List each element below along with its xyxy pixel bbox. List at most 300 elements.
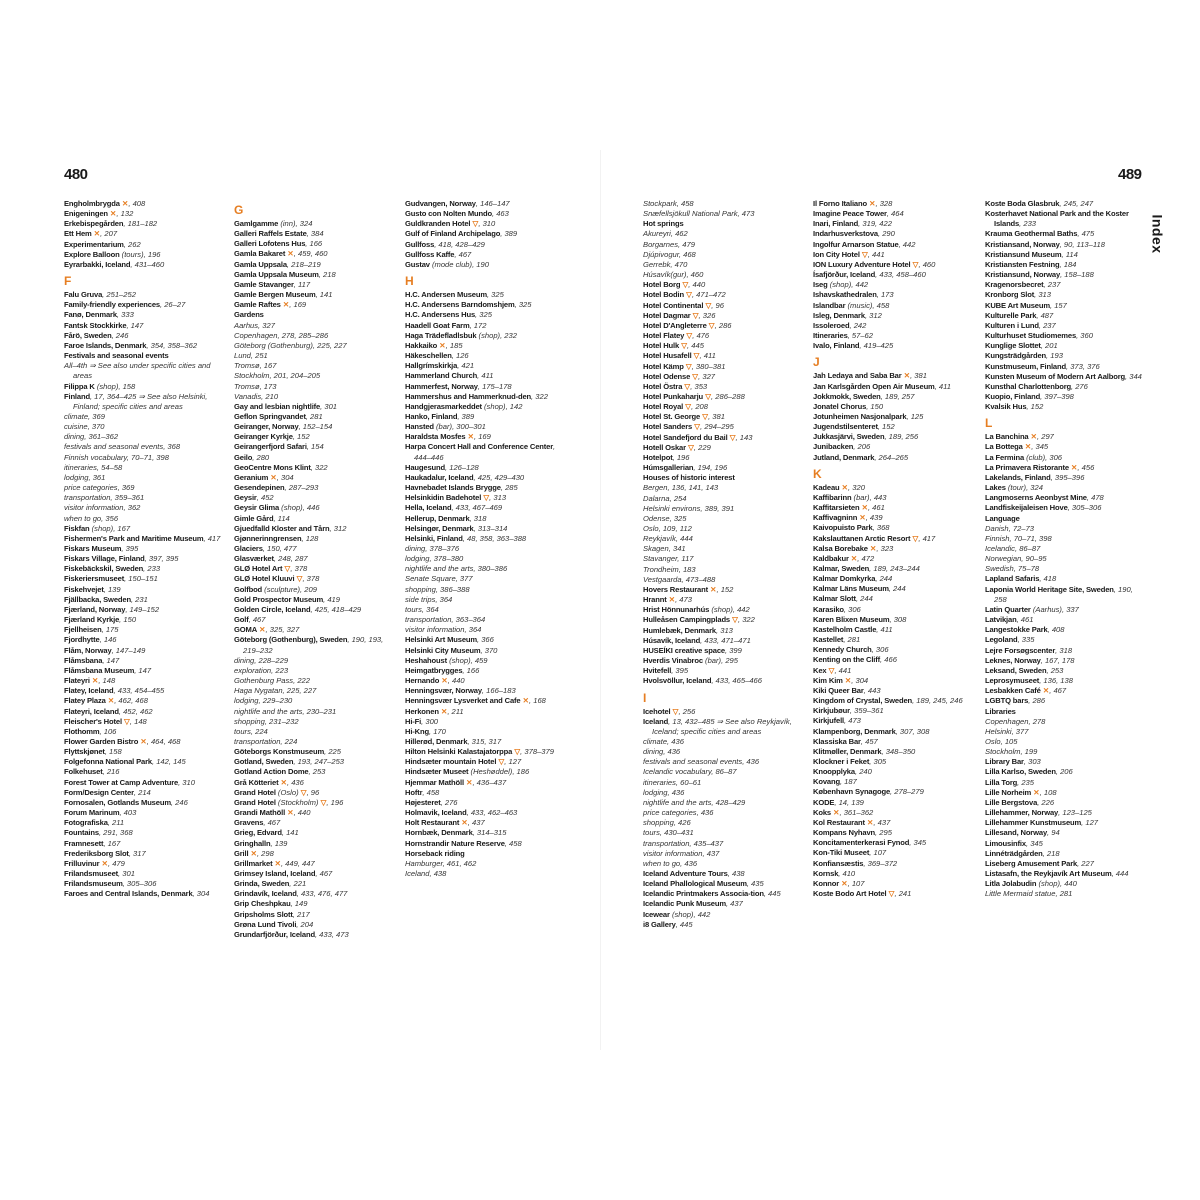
index-entry — [643, 595, 801, 605]
entry-term: Jonatel Chorus — [813, 401, 867, 411]
index-entry — [643, 473, 801, 483]
entry-pages: , 90, 113–118 — [1059, 239, 1105, 249]
index-entry — [813, 301, 971, 311]
hotel-icon: ▽ — [688, 442, 694, 452]
entry-pages: , 242 — [849, 320, 867, 330]
entry-pages: , 244 — [888, 584, 906, 594]
entry-pages: , 154 — [306, 442, 324, 452]
entry-term: Geiranger, Norway — [234, 422, 299, 432]
index-entry — [643, 798, 801, 808]
entry-term: Grindavík, Iceland — [234, 889, 297, 899]
entry-pages: , 440 — [293, 808, 311, 818]
index-subentry: Tromsø, 173 — [234, 381, 277, 391]
entry-term: Henningsvær, Norway — [405, 686, 482, 696]
entry-pages: , 126 — [451, 351, 469, 361]
index-entry — [985, 676, 1143, 686]
entry-pages: , 143 — [735, 432, 753, 442]
left-page-number: 480 — [64, 166, 88, 183]
entry-pages: , 14, 139 — [834, 797, 864, 807]
restaurant-icon: ✕ — [280, 777, 287, 787]
entry-pages: , 361–362 — [839, 807, 874, 817]
index-entry — [64, 656, 222, 666]
entry-pages: , 117 — [293, 279, 311, 289]
entry-pages: , 123–125 — [1058, 808, 1092, 818]
entry-term: Iceland Phallological Museum — [643, 879, 747, 889]
index-entry — [813, 777, 971, 787]
entry-pages: , 325 — [475, 310, 492, 320]
index-subentry: Iceland, 438 — [405, 869, 447, 878]
entry-pages: , 320 — [848, 482, 865, 492]
entry-qualifier: (bar) — [851, 492, 870, 502]
entry-term: Kungsträdgården — [985, 351, 1047, 361]
entry-term: Jutland, Denmark — [813, 452, 875, 462]
entry-pages: , 221 — [289, 879, 307, 889]
index-entry — [234, 300, 392, 310]
index-entry — [405, 524, 563, 534]
entry-pages: , 190 — [472, 259, 489, 269]
index-subentry: Copenhagen, 278, 285–286 — [234, 330, 329, 340]
hotel-icon: ▽ — [320, 797, 327, 807]
index-entry — [643, 270, 801, 280]
entry-qualifier: (shop) — [446, 655, 471, 665]
index-entry — [64, 199, 222, 209]
entry-term: Helsingør, Denmark — [405, 523, 474, 533]
hotel-icon: ▽ — [705, 391, 712, 401]
index-entry — [985, 615, 1143, 625]
entry-term: Fishermen's Park and Maritime Museum — [64, 533, 204, 543]
entry-pages: , 175–178 — [477, 381, 512, 391]
index-entry — [64, 463, 222, 473]
index-entry — [813, 199, 971, 209]
restaurant-icon: ✕ — [91, 676, 99, 686]
entry-pages: , 237 — [1043, 280, 1061, 290]
entry-term: Hammershus and Hammerknud-den — [405, 391, 532, 401]
index-subentry: Stockpark, 458 — [643, 199, 694, 208]
entry-term: Ion City Hotel — [813, 249, 860, 259]
entry-term: Hotel Hulk — [643, 341, 680, 351]
entry-term: Kristiansund Museum — [985, 249, 1062, 259]
entry-term: Fanø, Denmark — [64, 310, 117, 320]
entry-term: Kuopio, Finland — [985, 391, 1041, 401]
entry-term: Hotel Odense — [643, 371, 691, 381]
index-entry — [405, 635, 563, 645]
entry-pages: , 408 — [128, 199, 146, 208]
entry-pages: , 196 — [672, 452, 690, 462]
index-entry — [643, 290, 801, 300]
index-entry — [64, 361, 222, 381]
entry-term: Grundarfjörður, Iceland — [234, 929, 315, 939]
restaurant-icon: ✕ — [841, 482, 849, 492]
index-entry — [985, 453, 1143, 463]
entry-term: Language — [985, 513, 1020, 523]
index-subentry: Vanadis, 210 — [234, 391, 279, 401]
entry-pages: , 473 — [675, 595, 692, 605]
index-entry — [64, 676, 222, 686]
index-entry — [64, 260, 222, 270]
index-subentry: Swedish, 75–78 — [985, 564, 1040, 574]
entry-pages: , 322 — [310, 462, 328, 472]
index-entry — [643, 879, 801, 889]
hotel-icon: ▽ — [686, 331, 693, 341]
entry-term: Lille Norheim — [985, 787, 1032, 797]
entry-term: Krauma Geothermal Baths — [985, 229, 1078, 239]
index-entry — [234, 727, 392, 737]
entry-pages: , 208 — [691, 402, 708, 412]
entry-pages: , 411 — [699, 351, 716, 361]
entry-term: Kakslauttanen Arctic Resort — [813, 533, 911, 543]
entry-pages: , 433, 473 — [314, 929, 349, 939]
entry-term: Hi-Fi — [405, 716, 422, 726]
entry-pages: , 204 — [296, 919, 314, 929]
index-entry — [985, 483, 1143, 493]
index-entry — [643, 382, 801, 392]
index-entry — [64, 889, 222, 899]
index-column-2 — [234, 199, 392, 940]
entry-term: Konfiansæstis — [813, 858, 864, 868]
entry-pages: , 306 — [871, 645, 889, 655]
index-entry — [405, 382, 563, 392]
entry-term: Flåmsbana — [64, 655, 103, 665]
index-subentry: festivals and seasonal events, 368 — [64, 442, 181, 452]
index-column-5 — [813, 199, 971, 899]
entry-term: Holmavik, Iceland — [405, 808, 467, 818]
entry-term: Filippa K — [64, 381, 95, 391]
index-entry — [813, 716, 971, 726]
entry-term: Fjærland, Norway — [64, 604, 126, 614]
index-entry — [405, 666, 563, 676]
entry-pages: , 141 — [315, 290, 333, 300]
index-entry — [985, 696, 1143, 706]
entry-term: Lilla Karlso, Sweden — [985, 767, 1056, 777]
entry-pages: , 459 — [470, 655, 488, 665]
entry-pages: , 149–152 — [125, 604, 160, 614]
section-letter: I — [643, 690, 647, 705]
index-subentry: visitor information, 362 — [64, 503, 141, 513]
index-subentry: itineraries, 60–61 — [643, 777, 702, 787]
entry-term: Gamle Stavanger — [234, 279, 294, 289]
entry-pages: , 418, 428–429 — [434, 239, 485, 249]
index-subentry: lodging, 361 — [64, 472, 106, 482]
entry-term: Gotland Action Dome — [234, 767, 309, 777]
entry-term: Kalmar Slott — [813, 594, 856, 604]
entry-pages: , 353 — [690, 381, 708, 391]
hotel-icon: ▽ — [828, 665, 835, 675]
index-entry — [64, 605, 222, 615]
index-entry — [985, 351, 1143, 361]
index-entry — [64, 219, 222, 229]
entry-pages: , 301 — [320, 401, 338, 411]
entry-term: København Synagoge — [813, 787, 891, 797]
entry-pages: , 323 — [876, 543, 894, 553]
index-entry — [64, 392, 222, 412]
entry-term: Hindsæter Museet — [405, 767, 469, 777]
index-entry — [64, 534, 222, 544]
index-entry — [985, 442, 1143, 452]
entry-term: La Primavera Ristorante — [985, 462, 1069, 472]
index-entry — [234, 625, 392, 635]
entry-term: Hernando — [405, 676, 440, 686]
entry-term: Kalsa Borebake — [813, 543, 868, 553]
index-entry — [405, 371, 563, 381]
index-entry — [405, 473, 563, 483]
entry-pages: , 150–151 — [124, 574, 158, 584]
index-entry — [234, 229, 392, 239]
index-entry — [643, 575, 801, 585]
entry-pages: , 173 — [876, 290, 894, 300]
entry-pages: , 445 — [675, 919, 693, 929]
entry-pages: , 464, 468 — [146, 736, 181, 746]
entry-term: Eyrarbakki, Iceland — [64, 259, 131, 269]
entry-term: Koste Boda Glasbruk — [985, 199, 1060, 208]
index-entry — [64, 869, 222, 879]
index-entry — [234, 219, 392, 229]
index-entry — [234, 585, 392, 595]
index-entry — [234, 371, 392, 381]
entry-pages: , 127 — [1081, 818, 1099, 828]
entry-term: Grill — [234, 848, 249, 858]
index-entry — [985, 656, 1143, 666]
index-entry — [985, 818, 1143, 828]
section-letter: F — [64, 274, 72, 289]
entry-term: Haadell Goat Farm — [405, 320, 470, 330]
entry-pages: , 319, 422 — [858, 219, 892, 229]
index-entry — [64, 717, 222, 727]
index-subentry: Norwegian, 90–95 — [985, 554, 1047, 564]
index-subentry: exploration, 223 — [234, 665, 289, 675]
right-page-number: 489 — [1118, 166, 1142, 183]
entry-term: Jan Karlsgården Open Air Museum — [813, 381, 935, 391]
entry-term: Kalmar Läns Museum — [813, 584, 889, 594]
entry-term: Hotel Östra — [643, 381, 683, 391]
entry-term: Leprosymuseet — [985, 676, 1040, 686]
index-entry — [64, 767, 222, 777]
entry-term: Kaivopuisto Park — [813, 523, 873, 533]
index-entry — [234, 676, 392, 686]
index-subentry: Aarhus, 327 — [234, 320, 275, 330]
entry-pages: , 181–182 — [123, 219, 158, 229]
entry-pages: , 106 — [99, 726, 117, 736]
index-entry — [64, 595, 222, 605]
entry-pages: , 189, 243–244 — [869, 564, 920, 573]
hotel-icon: ▽ — [296, 574, 303, 584]
entry-term: Kennedy Church — [813, 645, 872, 655]
entry-term: Hillerød, Denmark — [405, 736, 468, 746]
index-entry — [64, 798, 222, 808]
restaurant-icon: ✕ — [869, 199, 876, 208]
index-entry — [234, 544, 392, 554]
restaurant-icon: ✕ — [101, 858, 108, 868]
entry-pages: , 127 — [504, 757, 522, 767]
index-entry — [643, 544, 801, 554]
entry-term: Kaffivagninn — [813, 513, 858, 523]
index-entry — [64, 240, 222, 250]
entry-term: Kenting on the Cliff — [813, 655, 881, 665]
entry-term: Kragenorsbecret — [985, 280, 1044, 290]
entry-term: Grillmarket — [234, 858, 273, 868]
entry-pages: , 172 — [469, 320, 487, 330]
index-entry — [405, 585, 563, 595]
index-entry — [985, 605, 1143, 615]
index-entry — [64, 828, 222, 838]
entry-pages: , 13, 432–485 ⇒ See also Reykjavík, Iceland; specific cities and areas — [652, 716, 792, 736]
index-entry — [813, 605, 971, 615]
entry-term: Kon-Tiki Museet — [813, 848, 870, 858]
index-entry — [643, 869, 801, 879]
entry-pages: , 281 — [843, 635, 861, 645]
index-entry — [643, 605, 801, 615]
entry-term: Geysir — [234, 493, 257, 503]
hotel-icon: ▽ — [672, 706, 679, 716]
entry-pages: , 458 — [504, 838, 522, 848]
entry-term: KUBE Art Museum — [985, 300, 1050, 310]
hotel-icon: ▽ — [498, 757, 505, 767]
index-entry — [405, 534, 563, 544]
entry-term: Gravens — [234, 818, 264, 828]
index-entry — [813, 676, 971, 686]
entry-pages: , 411 — [934, 381, 951, 391]
index-entry — [64, 250, 222, 260]
index-subentry: when to go, 436 — [643, 858, 698, 868]
entry-pages: , 166 — [462, 665, 480, 675]
entry-term: Framnesett — [64, 838, 104, 848]
hotel-icon: ▽ — [693, 351, 700, 361]
entry-pages: , 456 — [1077, 462, 1095, 472]
entry-pages: , 132 — [116, 209, 134, 219]
entry-pages: , 411 — [477, 371, 494, 381]
section-letter: L — [985, 416, 993, 431]
entry-term: Kunglige Slottet — [985, 341, 1041, 351]
index-entry — [405, 260, 563, 270]
entry-term: Fantsk Stockkirke — [64, 320, 127, 330]
entry-term: Hotelpot — [643, 452, 673, 462]
index-entry — [813, 270, 971, 280]
entry-pages: , 147 — [134, 665, 152, 675]
entry-pages: , 359–361 — [849, 706, 884, 716]
entry-pages: , 436–437 — [472, 777, 507, 787]
hotel-icon: ▽ — [685, 402, 692, 412]
index-entry — [405, 351, 563, 361]
entry-term: GeoCentre Mons Klint — [234, 462, 311, 472]
index-entry — [405, 808, 563, 818]
entry-term: Klockner i Feket — [813, 756, 870, 766]
entry-term: Kaldbakur — [813, 553, 849, 563]
entry-pages: , 57–62 — [847, 331, 873, 341]
entry-term: La Fermina — [985, 452, 1025, 462]
entry-term: Fornosalen, Gotlands Museum — [64, 797, 171, 807]
index-subentry: Djúpivogur, 468 — [643, 249, 696, 259]
entry-term: Kalmar, Sweden — [813, 564, 870, 573]
entry-term: Hotel Royal — [643, 402, 684, 412]
entry-term: Gullfoss — [405, 239, 435, 249]
index-entry — [405, 818, 563, 828]
entry-term: Fjellheisen — [64, 625, 102, 635]
entry-qualifier: (inn) — [278, 219, 296, 228]
index-entry — [813, 645, 971, 655]
entry-term: Kunstmuseum, Finland — [985, 361, 1066, 371]
entry-pages: , 442 — [851, 280, 869, 290]
entry-pages: , 335 — [1017, 635, 1035, 645]
entry-pages: , 380–381 — [691, 361, 726, 371]
entry-pages: , 96 — [306, 787, 320, 797]
entry-pages: , 433, 465–466 — [711, 676, 763, 686]
entry-term: Hella, Iceland — [405, 503, 452, 513]
entry-pages: , 206 — [853, 442, 871, 452]
entry-pages: , 467 — [315, 869, 333, 878]
index-subentry: transportation, 363–364 — [405, 615, 486, 625]
entry-qualifier: (bar) — [433, 422, 453, 432]
entry-term: Icehotel — [643, 706, 671, 716]
entry-pages: , 442 — [693, 909, 711, 919]
index-entry — [234, 849, 392, 859]
entry-term: Langmoserns Aeonbyst Mine — [985, 493, 1087, 503]
index-subentry: shopping, 426 — [643, 818, 691, 828]
index-entry — [64, 696, 222, 706]
index-entry — [64, 321, 222, 331]
entry-term: Family-friendly experiences — [64, 300, 160, 310]
index-entry — [234, 574, 392, 584]
entry-term: GOMA — [234, 625, 258, 635]
entry-term: Frederiksborg Slot — [64, 848, 129, 858]
entry-pages: , 146 — [99, 635, 117, 645]
index-entry — [405, 483, 563, 493]
entry-term: Kaffibarinn — [813, 492, 852, 502]
index-entry — [985, 503, 1143, 513]
entry-term: Engholmbrygda — [64, 199, 120, 208]
index-subentry: nightlife and the arts, 380–386 — [405, 564, 508, 574]
index-entry — [985, 889, 1143, 899]
index-entry — [643, 229, 801, 239]
entry-pages: , 148 — [129, 716, 147, 726]
entry-pages: , 440 — [688, 280, 706, 290]
entry-pages: , 158 — [118, 381, 136, 391]
entry-term: Lejre Forsøgscenter — [985, 645, 1056, 655]
entry-pages: , 128 — [301, 533, 319, 543]
index-entry — [985, 635, 1143, 645]
entry-term: Litla Jolabudin — [985, 879, 1037, 889]
entry-term: Jokkmokk, Sweden — [813, 391, 881, 401]
index-entry — [234, 351, 392, 361]
hotel-icon: ▽ — [705, 300, 712, 310]
index-entry — [234, 879, 392, 889]
restaurant-icon: ✕ — [282, 300, 290, 310]
entry-term: Jukkasjärvi, Sweden — [813, 432, 885, 442]
entry-pages: , 251–252 — [102, 290, 136, 300]
entry-pages: , 225 — [324, 747, 341, 757]
entry-pages: , 487 — [1036, 310, 1054, 320]
entry-term: Grand Hotel — [234, 787, 276, 797]
index-entry — [64, 615, 222, 625]
entry-qualifier: (Oslo) — [275, 787, 299, 797]
index-entry — [813, 290, 971, 300]
index-entry — [234, 930, 392, 940]
index-entry — [64, 625, 222, 635]
entry-pages: , 96 — [711, 300, 724, 310]
entry-term: Hellerup, Denmark — [405, 513, 470, 523]
entry-pages: , 17, 364–425 ⇒ See also Helsinki, Finland; specific cities and areas — [73, 391, 208, 411]
index-subentry: transportation, 224 — [234, 736, 298, 746]
entry-pages: , 291, 368 — [98, 828, 133, 838]
entry-term: Klampenborg, Denmark — [813, 726, 896, 736]
index-subentry: price categories, 436 — [643, 808, 714, 818]
entry-term: Kvalsik Hus — [985, 402, 1027, 412]
entry-pages: , 276 — [440, 797, 458, 807]
entry-pages: , 441 — [867, 249, 885, 259]
index-subentry: Akureyri, 462 — [643, 229, 688, 239]
index-entry — [813, 787, 971, 797]
index-entry — [813, 818, 971, 828]
entry-term: Hi-Kng — [405, 726, 429, 736]
index-entry — [643, 565, 801, 575]
